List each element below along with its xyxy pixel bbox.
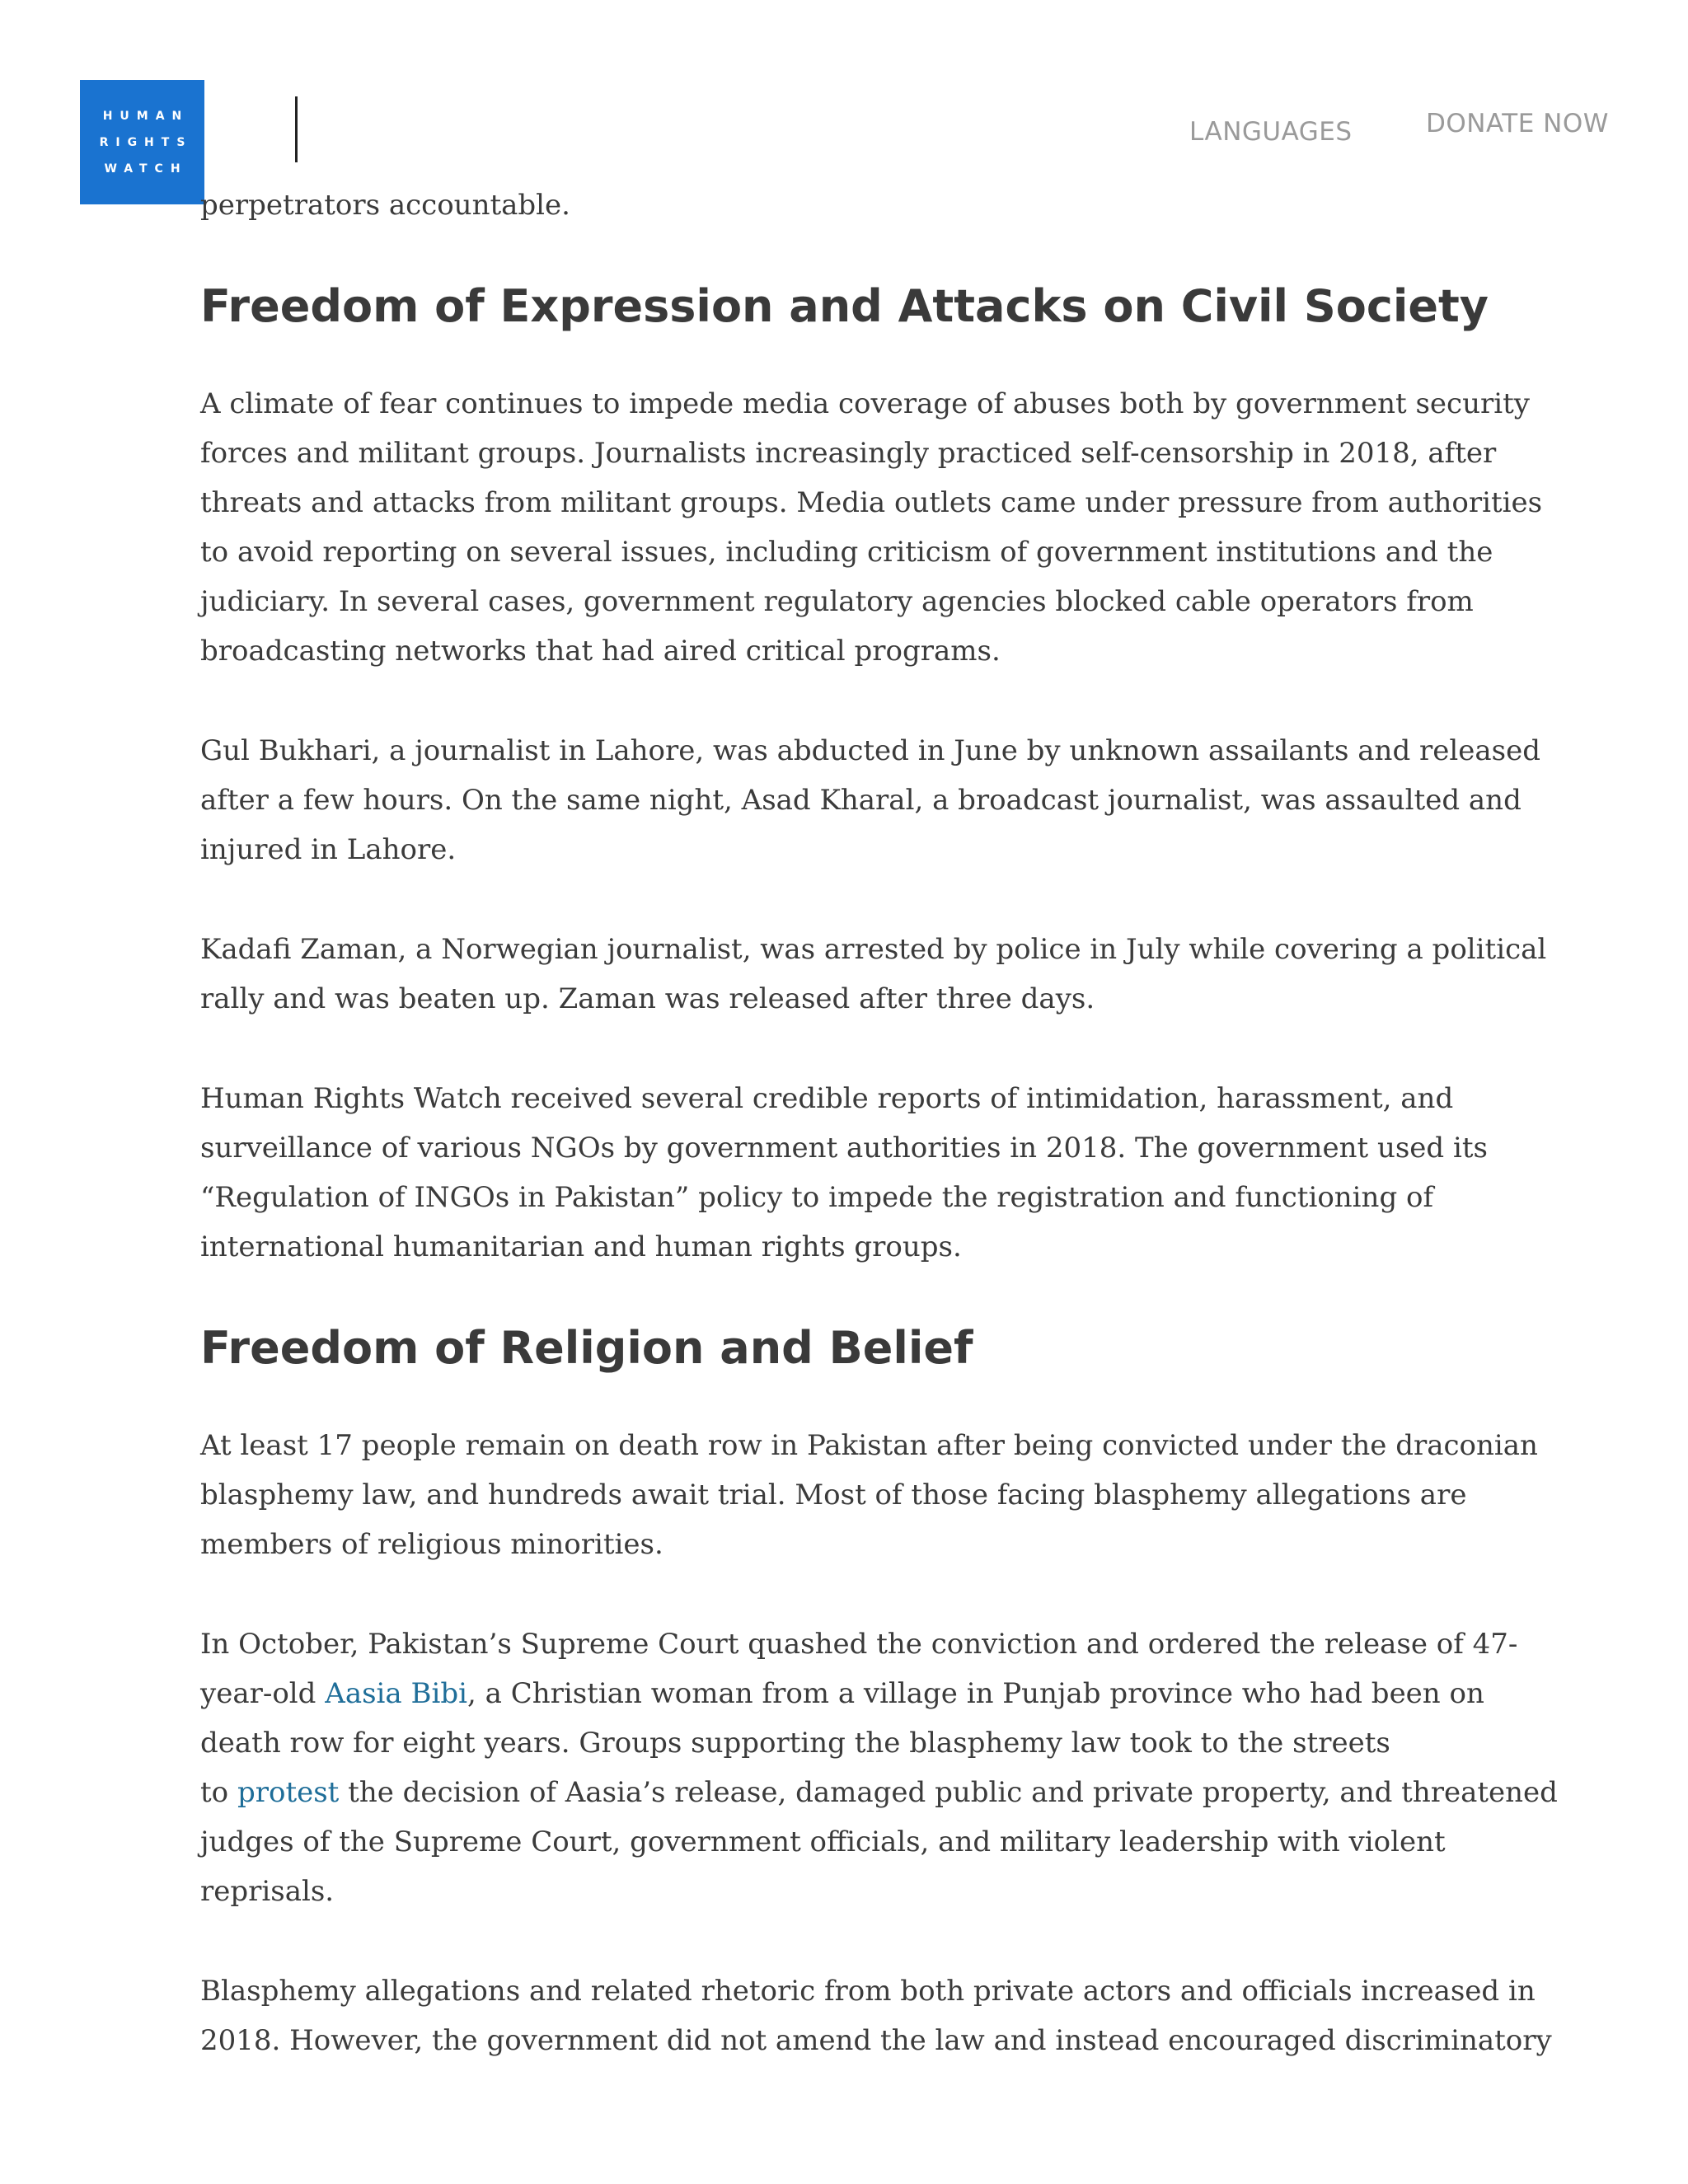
header-divider bbox=[295, 96, 298, 162]
paragraph-line: At least 17 people remain on death row in Pakistan after being convicted under the draconian bbox=[200, 1429, 1538, 1462]
paragraph-line: A climate of fear continues to impede media coverage of abuses both by government security bbox=[200, 387, 1530, 420]
paragraph-line bbox=[200, 1776, 1558, 1809]
paragraph-line: blasphemy law, and hundreds await trial. Most of those facing blasphemy allegations are bbox=[200, 1479, 1467, 1511]
paragraph-line: reprisals. bbox=[200, 1875, 335, 1908]
protest-link[interactable]: protest bbox=[237, 1776, 340, 1809]
lead-text-fragment: perpetrators accountable. bbox=[200, 189, 570, 222]
text-run: to bbox=[200, 1776, 237, 1809]
logo-text-watch: WATCH bbox=[104, 162, 188, 176]
paragraph-line: threats and attacks from militant groups. Media outlets came under pressure from authorities bbox=[200, 486, 1543, 519]
section-heading-freedom-of-expression: Freedom of Expression and Attacks on Civil Society bbox=[200, 280, 1489, 332]
paragraph-line: “Regulation of INGOs in Pakistan” policy to impede the registration and functioning of bbox=[200, 1181, 1434, 1214]
paragraph-line: Gul Bukhari, a journalist in Lahore, was abducted in June by unknown assailants and released bbox=[200, 734, 1540, 767]
paragraph-line bbox=[200, 1677, 1484, 1710]
paragraph-line: surveillance of various NGOs by government authorities in 2018. The government used its bbox=[200, 1132, 1488, 1165]
paragraph-line: rally and was beaten up. Zaman was released after three days. bbox=[200, 982, 1095, 1015]
paragraph-line: forces and militant groups. Journalists increasingly practiced self-censorship in 2018, after bbox=[200, 437, 1497, 470]
paragraph-line: Human Rights Watch received several credible reports of intimidation, harassment, and bbox=[200, 1082, 1454, 1115]
paragraph-line: judiciary. In several cases, government regulatory agencies blocked cable operators from bbox=[200, 585, 1474, 618]
paragraph-line: Kadafi Zaman, a Norwegian journalist, was arrested by police in July while covering a political bbox=[200, 933, 1547, 966]
paragraph-line: international humanitarian and human rights groups. bbox=[200, 1230, 962, 1263]
text-run: , a Christian woman from a village in Punjab province who had been on bbox=[467, 1677, 1484, 1710]
text-run: year-old bbox=[200, 1677, 326, 1710]
paragraph-line: In October, Pakistan’s Supreme Court quashed the conviction and ordered the release of 47- bbox=[200, 1628, 1518, 1661]
paragraph-line: broadcasting networks that had aired critical programs. bbox=[200, 635, 1001, 668]
paragraph-line: death row for eight years. Groups supporting the blasphemy law took to the streets bbox=[200, 1727, 1390, 1760]
section-heading-freedom-of-religion: Freedom of Religion and Belief bbox=[200, 1322, 973, 1374]
aasia-bibi-link[interactable]: Aasia Bibi bbox=[325, 1677, 467, 1710]
hrw-logo[interactable] bbox=[80, 80, 204, 204]
languages-link[interactable]: LANGUAGES bbox=[1189, 117, 1353, 147]
logo-text-rights: RIGHTS bbox=[99, 135, 193, 149]
paragraph-line: 2018. However, the government did not amend the law and instead encouraged discriminatory bbox=[200, 2024, 1552, 2057]
paragraph-line: to avoid reporting on several issues, including criticism of government institutions and the bbox=[200, 536, 1493, 569]
logo-text-human: HUMAN bbox=[102, 109, 190, 123]
text-run: the decision of Aasia’s release, damaged public and private property, and threatened bbox=[339, 1776, 1558, 1809]
paragraph-line: injured in Lahore. bbox=[200, 833, 457, 866]
paragraph-line: after a few hours. On the same night, Asad Kharal, a broadcast journalist, was assaulted and bbox=[200, 784, 1522, 817]
paragraph-line: Blasphemy allegations and related rhetoric from both private actors and officials increased in bbox=[200, 1975, 1536, 2008]
donate-now-link[interactable]: DONATE NOW bbox=[1426, 109, 1609, 138]
paragraph-line: members of religious minorities. bbox=[200, 1528, 663, 1561]
paragraph-line: judges of the Supreme Court, government officials, and military leadership with violent bbox=[200, 1825, 1446, 1858]
site-header bbox=[0, 0, 1688, 206]
